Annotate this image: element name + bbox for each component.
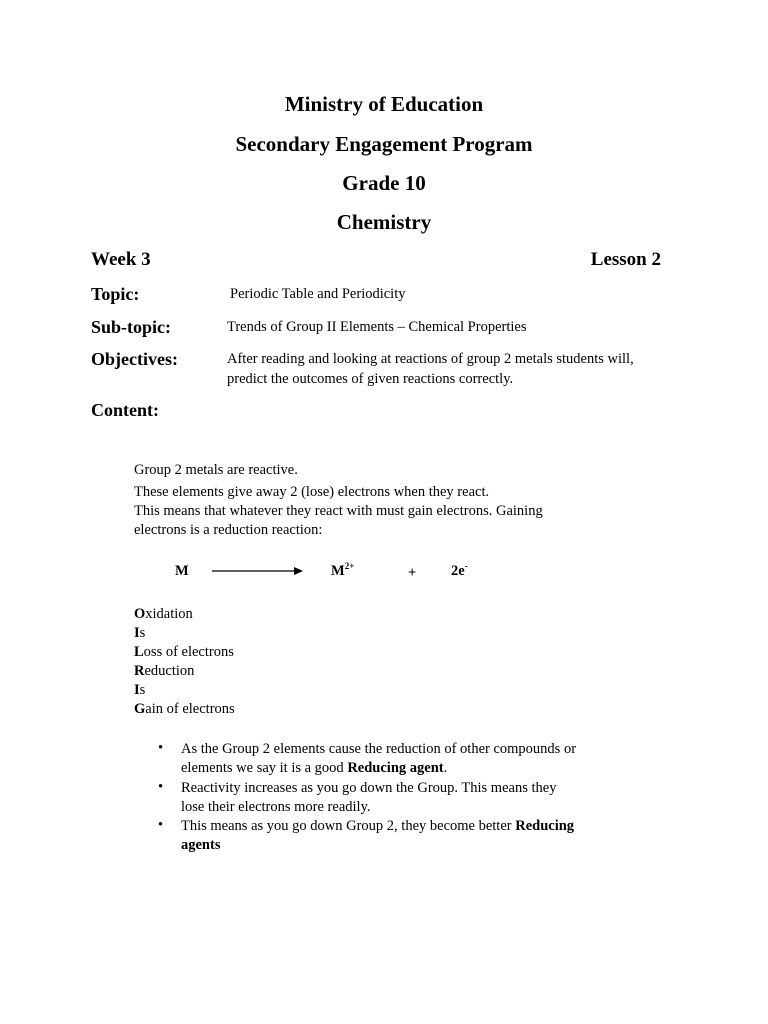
mnemonic-line-is-1: Is: [134, 625, 146, 641]
header-subject: Chemistry: [336, 210, 432, 234]
content-paragraph-2: These elements give away 2 (lose) electrons when they react.: [134, 484, 490, 500]
mnemonic-line-gain: Gain of electrons: [134, 701, 235, 717]
equation-plus: +: [408, 565, 417, 581]
bullet-icon: •: [158, 740, 164, 756]
objectives-line-1: After reading and looking at reactions of group 2 metals students will,: [227, 351, 634, 367]
header-ministry: Ministry of Education: [284, 92, 484, 116]
equation-reactant: M: [175, 563, 189, 579]
bullet-3-line-1: This means as you go down Group 2, they become better Reducing: [181, 818, 575, 834]
mnemonic-line-is-2: Is: [134, 682, 146, 698]
topic-value: Periodic Table and Periodicity: [230, 286, 406, 302]
week-label: Week 3: [91, 249, 151, 270]
bullet-2-line-1: Reactivity increases as you go down the Group. This means they: [181, 780, 557, 796]
subtopic-label: Sub-topic:: [91, 317, 172, 337]
bullet-1-line-2: elements we say it is a good Reducing agent.: [181, 760, 448, 776]
bullet-3-line-2: agents: [181, 837, 221, 853]
objectives-line-2: predict the outcomes of given reactions correctly.: [227, 371, 514, 387]
lesson-label: Lesson 2: [590, 249, 661, 270]
reaction-arrow-icon: [210, 564, 305, 578]
equation-electrons: [451, 563, 468, 580]
content-paragraph-3: This means that whatever they react with must gain electrons. Gaining: [134, 503, 543, 519]
equation-electron-charge: -: [464, 561, 468, 571]
bullet-2-line-2: lose their electrons more readily.: [181, 799, 371, 815]
content-paragraph-1: Group 2 metals are reactive.: [134, 462, 298, 478]
topic-label: Topic:: [91, 284, 140, 304]
content-label: Content:: [91, 400, 159, 420]
mnemonic-line-reduction: Reduction: [134, 663, 195, 679]
bullet-icon: •: [158, 817, 164, 833]
bullet-1-line-1: As the Group 2 elements cause the reduction of other compounds or: [181, 741, 577, 757]
equation-product-symbol: M: [331, 563, 345, 579]
mnemonic-line-loss: Loss of electrons: [134, 644, 234, 660]
equation-electrons-symbol: 2e: [451, 563, 465, 579]
objectives-label: Objectives:: [91, 349, 178, 369]
header-program: Secondary Engagement Program: [235, 132, 533, 156]
content-paragraph-4: electrons is a reduction reaction:: [134, 522, 323, 538]
bullet-icon: •: [158, 779, 164, 795]
bullet-item-better-reducing-agents: [181, 817, 611, 855]
equation-product-charge: 2+: [344, 561, 355, 571]
subtopic-value: Trends of Group II Elements – Chemical Properties: [227, 319, 527, 335]
header-grade: Grade 10: [342, 171, 426, 195]
bullet-item-reactivity: [181, 779, 611, 817]
mnemonic-line-oxidation: Oxidation: [134, 606, 193, 622]
equation-product: [331, 563, 354, 580]
bullet-item-reducing-agent: [181, 740, 611, 778]
